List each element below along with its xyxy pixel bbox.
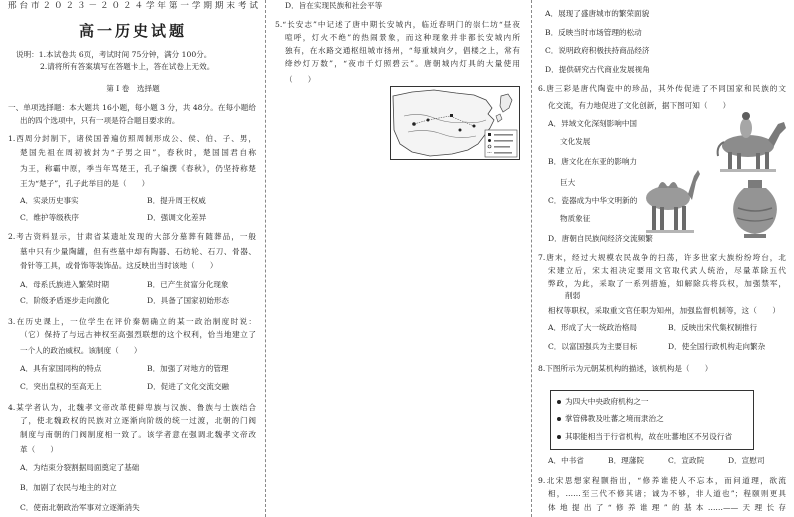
description-item: 掌管佛教及吐蕃之境而隶治之: [565, 414, 664, 423]
bullet-icon: [557, 435, 561, 439]
question-6-option-c-cont: 物质象征: [560, 214, 591, 223]
ceramic-jar-icon: [733, 180, 777, 238]
question-4-stem: 了，使北魏政权的民族对立逐渐向阶级的统一过渡，北朝的门阀: [20, 416, 256, 425]
bullet-icon: [557, 400, 561, 404]
instruction-line: 说明：1.本试卷共 6页，考试时间 75分钟，满分 100分。: [16, 50, 212, 59]
question-7-stem: 弊政，为此，采取了一系列措施，如解除兵将兵权，加强禁军，: [548, 279, 786, 288]
question-9-stem: 9.北宋思想家程颢指出，“修养谁使人不忘本，而问道理，欲流: [538, 476, 786, 485]
question-6-stem: 化交流，有力地促进了文化创新，据下图可知（ ）: [548, 101, 731, 110]
tang-sancai-ceramics-figure: [640, 112, 790, 244]
question-1-stem: 1.西周分封制下，诸侯国普遍仿照周制形成公、侯、伯、子、男，: [8, 134, 256, 143]
question-4-stem: 制度与南朝的门阀制度相一致了。该学者意在强调北魏孝文帝改: [20, 430, 256, 439]
question-3-option-d: D．促进了文化交流交融: [147, 382, 230, 391]
question-4-option-d: D．旨在实现民族和社会平等: [285, 1, 383, 10]
question-5-stem: （ ）: [285, 75, 316, 84]
description-item: 其职能相当于行省机构，故在吐蕃地区不另设行省: [565, 432, 733, 441]
question-6-option-d: D．唐朝自民族间经济交流频繁: [548, 234, 653, 243]
question-8-option-b: B．理藩院: [608, 456, 644, 465]
question-1-option-d: D．强调文化差异: [147, 213, 207, 222]
question-2-option-d: D．具备了国家初始形态: [147, 296, 230, 305]
question-2-option-b: B．已产生贫富分化现象: [147, 280, 229, 289]
question-9-stem: 体地提出了“修养谁理”的基本……——天理长存: [548, 503, 786, 512]
question-6-option-a-cont: 文化发展: [560, 137, 591, 146]
question-2-stem: 墓中只有少量陶罐，但有些墓中却有陶器、石纺轮、石刀、骨器、: [20, 247, 256, 256]
question-3-option-a: A．具有家国同构的特点: [20, 364, 102, 373]
question-7-stem: 相权等职权，采取重文官任职为知州，加强监督机制等，这（ ）: [548, 306, 780, 315]
question-4-stem: 革（ ）: [20, 445, 58, 454]
question-4-option-b: B．加剧了农民与地主的对立: [20, 483, 117, 492]
part-intro-line: 一、单项选择题：本大题共 16小题，每小题 3 分，共 48分。在每小题给: [8, 103, 256, 112]
question-5-option-c: C．说明政府积极扶持商品经济: [545, 46, 650, 55]
paper-title: 高一历史试题: [78, 22, 187, 40]
question-7-option-b: B．反映出宋代集权制推行: [668, 323, 758, 332]
map-figure: [390, 86, 520, 160]
question-9-stem: 相，……至三代不修其诸；诚为不够，非人道也”；程颐则更具: [548, 489, 786, 498]
column-divider: [265, 0, 266, 517]
ceramic-horse-icon: [718, 112, 786, 172]
question-3-stem: （它）保持了与远古神权至高强烈联想的这个权利，恰当地建立了: [20, 330, 256, 339]
question-5-option-a: A．展现了盛唐城市的繁荣面貌: [545, 9, 650, 18]
description-item: 为四大中央政府机构之一: [565, 397, 649, 406]
question-3-stem: 3.在历史课上，一位学生在评价秦朝确立的某一政治制度时说：: [8, 317, 256, 326]
question-2-stem: 2.考古资料显示，甘肃省某遗址发现的大部分墓葬有随葬品，一般: [8, 232, 256, 241]
question-8-stem: 8.下图所示为元朝某机构的描述，该机构是（ ）: [538, 364, 713, 373]
question-8-option-a: A．中书省: [548, 456, 584, 465]
question-2-stem: 骨针等工具，或骨饰等装饰品。这反映出当时该地（ ）: [20, 261, 218, 270]
question-8-option-d: D．宣慰司: [728, 456, 765, 465]
question-1-stem: 楚国先祖在周初被封为“子男之田”，春秋时，楚国国君自称: [20, 148, 256, 157]
question-3-stem: 一个人的政治威权。该制度（ ）: [20, 346, 142, 355]
question-6-stem: 6.唐三彩是唐代陶瓷中的珍品，其外传促进了不同国家和民族的文: [538, 84, 786, 93]
column-divider: [531, 0, 532, 517]
question-5-option-b: B．反映当时市场管理的松动: [545, 28, 642, 37]
question-5-stem: 独有，在水路交通枢纽城市扬州，“每重城向夕，倡楼之上，常有: [285, 46, 520, 55]
question-1-stem: 王为“楚子”，孔子此举目的是（ ）: [20, 179, 150, 188]
instruction-line: 2.请将所有答案填写在答题卡上，答在试卷上无效。: [40, 62, 215, 71]
question-1-option-a: A．实录历史事实: [20, 196, 79, 205]
question-6-option-c: C．瓷器成为中华文明新的: [548, 196, 638, 205]
question-8-option-c: C．宣政院: [668, 456, 705, 465]
question-6-option-b: B．唐文化在东亚的影响力: [548, 157, 638, 166]
question-4-option-c: C．使南北朝政治军事对立逐渐消失: [20, 503, 140, 512]
question-3-option-b: B．加强了对地方的管理: [147, 364, 229, 373]
question-2-option-c: C．阶级矛盾逐步走向激化: [20, 296, 110, 305]
question-7-stem: 削弱: [565, 291, 581, 300]
section-title: 第 Ⅰ 卷 选择题: [106, 84, 160, 93]
bullet-icon: [557, 417, 561, 421]
question-6-option-a: A．异域文化深刻影响中国: [548, 119, 638, 128]
question-8-description-box: [550, 390, 754, 450]
question-7-stem: 宋建立后，宋太祖决定要用文官取代武人统治，尽量革除五代: [548, 266, 786, 275]
question-4-stem: 4.某学者认为，北魏孝文帝改革使鲜卑族与汉族、鲁族与士族结合: [8, 403, 256, 412]
question-7-option-a: A．形成了大一统政治格局: [548, 323, 638, 332]
question-1-option-c: C．维护等级秩序: [20, 213, 79, 222]
question-5-option-d: D．提供研究古代商业发展视角: [545, 65, 650, 74]
ceramic-camel-icon: [646, 170, 700, 233]
question-5-stem: 绛纱灯万数”，“夜市千灯照碧云”。唐朝城内灯具的大量使用: [285, 59, 520, 68]
question-5-stem: 喧呼，灯火不绝”的热闹景象，而这种现象并非都长安城内所: [285, 33, 520, 42]
question-5-stem: 5.“长安志”中记述了唐中期长安城内，临近春明门的崇仁坊“昼夜: [275, 20, 520, 29]
exam-header: 邢台市２０２３－２０２４学年第一学期期末考试: [8, 1, 258, 11]
part-intro-line: 出的四个选项中，只有一项是符合题目要求的。: [20, 116, 180, 125]
question-3-option-c: C．突出皇权的至高无上: [20, 382, 102, 391]
question-1-option-b: B．提升周王权威: [147, 196, 206, 205]
question-6-option-b-cont: 巨大: [560, 178, 576, 187]
question-7-option-d: D．使全国行政机构走向繁杂: [668, 342, 766, 351]
question-2-option-a: A．母系氏族进入繁荣时期: [20, 280, 110, 289]
question-7-option-c: C．以富国强兵为主要目标: [548, 342, 638, 351]
question-7-stem: 7.唐末，经过大规模农民战争的扫荡，许多世家大族纷纷垮台，北: [538, 253, 786, 262]
question-1-stem: 为王，称霸中原，季当年骂楚王，孔子编撰《春秋》，仍坚持称楚: [20, 164, 256, 173]
question-4-option-a: A．为结束分裂割据局面奠定了基础: [20, 463, 140, 472]
